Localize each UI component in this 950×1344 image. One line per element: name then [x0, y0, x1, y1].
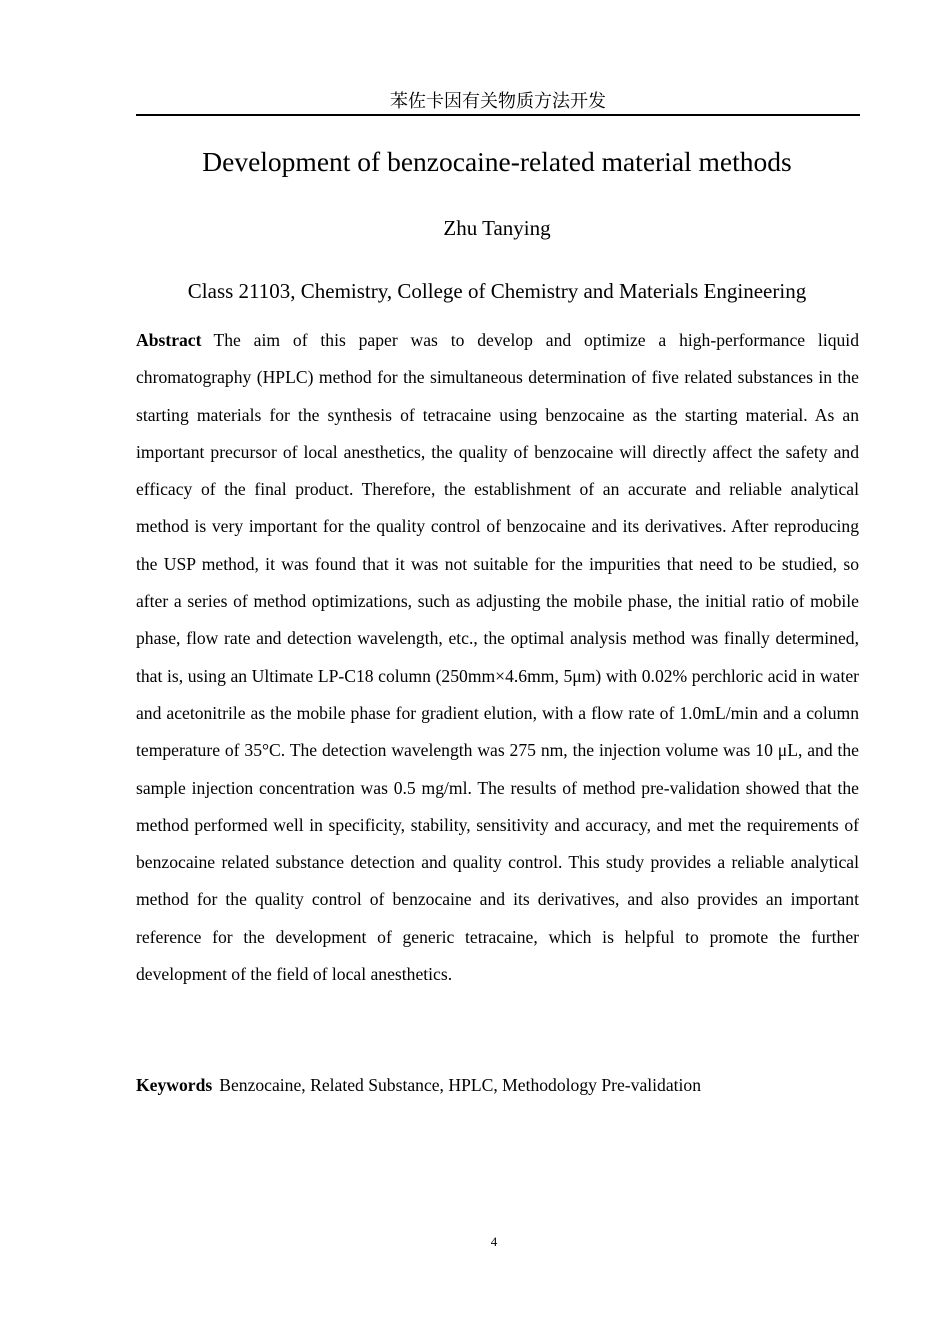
header-rule	[136, 114, 860, 116]
abstract-text: The aim of this paper was to develop and optimize a high-performance liquid chromatography (HPLC) method for the simultaneous determination of five related substances in the starting materials for the synthesis of tetracaine using benzocaine as the starting material. As an important precursor of local anesthetics, the quality of benzocaine will directly affect the safety and efficacy of the final product. Therefore, the establishment of an accurate and reliable analytical method is very important for the quality control of benzocaine and its derivatives. After reproducing the USP method, it was found that it was not suitable for the impurities that need to be studied, so after a series of method optimizations, such as adjusting the mobile phase, the initial ratio of mobile phase, flow rate and detection wavelength, etc., the optimal analysis method was finally determined, that is, using an Ultimate LP-C18 column (250mm×4.6mm, 5μm) with 0.02% perchloric acid in water and acetonitrile as the mobile phase for gradient elution, with a flow rate of 1.0mL/min and a column temperature of 35°C. The detection wavelength was 275 nm, the injection volume was 10 μL, and the sample injection concentration was 0.5 mg/ml. The results of method pre-validation showed that the method performed well in specificity, stability, sensitivity and accuracy, and met the requirements of benzocaine related substance detection and quality control. This study provides a reliable analytical method for the quality control of benzocaine and its derivatives, and also provides an important reference for the development of generic tetracaine, which is helpful to promote the further development of the field of local anesthetics.	[136, 330, 859, 985]
author-affiliation: Class 21103, Chemistry, College of Chemistry and Materials Engineering	[187, 279, 807, 303]
page-number: 4	[490, 1234, 498, 1249]
running-header: 苯佐卡因有关物质方法开发	[390, 91, 606, 112]
keywords-text: Benzocaine, Related Substance, HPLC, Methodology Pre-validation	[219, 1075, 702, 1095]
keywords	[136, 1067, 859, 1104]
abstract-label: Abstract	[136, 330, 202, 350]
abstract	[136, 322, 859, 993]
paper-title: Development of benzocaine-related material methods	[202, 146, 792, 177]
keywords-label: Keywords	[136, 1075, 213, 1095]
author-name: Zhu Tanying	[443, 216, 551, 240]
